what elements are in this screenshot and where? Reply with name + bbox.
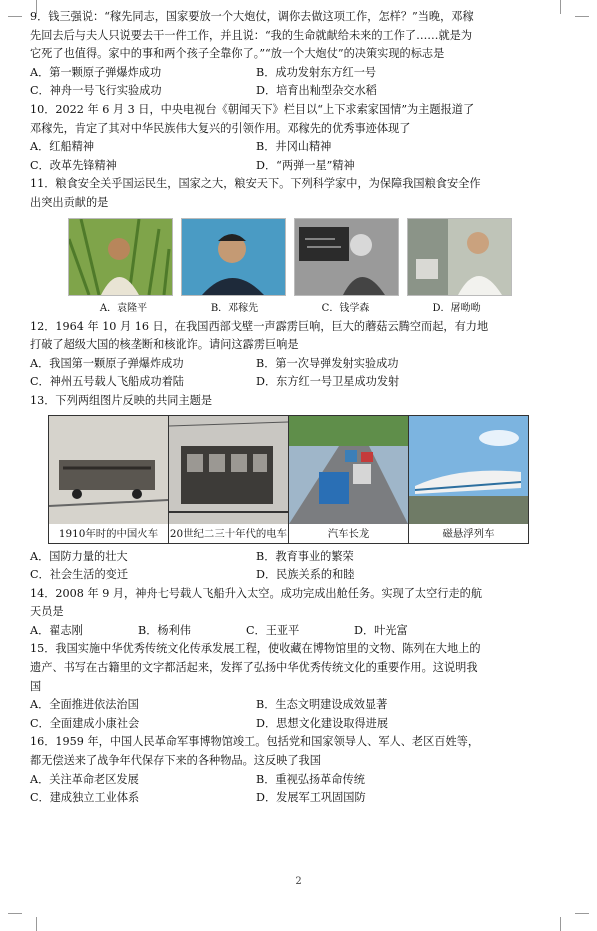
image-caption: 1910年时的中国火车 [58,527,159,540]
option-a: A．翟志刚 [30,623,83,637]
question-9 [30,8,570,101]
option-c: C．神州五号载人飞船成功着陆 [30,375,184,389]
question-text: 12．1964 年 10 月 16 日，在我国西部戈壁一声霹雳巨响，巨大的蘑菇云腾空而起，有力地 [30,319,489,333]
option-d: D．东方红一号卫星成功发射 [256,375,400,389]
question-11 [30,175,570,315]
question-text: 遗产、书写在古籍里的文字都活起来，发挥了弘扬中华优秀传统文化的重要作用。这说明我 [30,661,478,675]
photo-caption-b: B．邓稼先 [210,302,259,314]
option-b: B．生态文明建设成效显著 [256,698,388,712]
option-d: D．“两弹一星”精神 [256,158,355,172]
option-c: C．神舟一号飞行实验成功 [30,84,162,98]
option-a: A．第一颗原子弹爆炸成功 [30,65,162,79]
question-text: 邓稼先，肯定了其对中华民族伟大复兴的引领作用。邓稼先的优秀事迹体现了 [30,121,411,135]
question-text: 出突出贡献的是 [30,195,109,209]
image-caption: 磁悬浮列车 [442,527,495,540]
option-b: B．成功发射东方红一号 [256,65,377,79]
option-a: A．国防力量的壮大 [30,549,128,563]
image-caption: 20世纪二三十年代的电车 [169,527,288,540]
option-c: C．王亚平 [246,623,300,637]
option-b: B．教育事业的繁荣 [256,549,354,563]
question-text: 都无偿送来了战争年代保存下来的各种物品。这反映了我国 [30,754,321,768]
option-d: D．培育出籼型杂交水稻 [256,84,377,98]
crop-mark [575,913,589,915]
option-a: A．我国第一颗原子弹爆炸成功 [30,356,184,370]
option-a: A．关注革命老区发展 [30,772,139,786]
question-13 [30,392,570,585]
question-text: 15．我国实施中华优秀传统文化传承发展工程，使收藏在博物馆里的文物、陈列在大地上的 [30,642,481,656]
photo-caption-d: D．屠呦呦 [432,302,481,314]
question-15 [30,640,570,733]
question-text: 9．钱三强说：“稼先同志，国家要放一个大炮仗，调你去做这项工作，怎样？”当晚，邓稼 [30,10,474,23]
option-c: C．全面建成小康社会 [30,716,140,730]
tram-photo [169,416,288,524]
crop-mark [560,917,575,931]
exam-page [30,8,570,808]
page-number: 2 [295,876,302,887]
option-b: B．重视弘扬革命传统 [256,772,365,786]
option-c: C．改革先锋精神 [30,158,117,172]
question-text: 13．下列两组图片反映的共同主题是 [30,393,213,407]
crop-mark [8,16,22,18]
scientist-photo-d [407,218,512,296]
scientist-photo-a [68,218,173,296]
image-grid [48,415,529,544]
image-caption: 汽车长龙 [327,527,370,540]
crop-mark [575,16,589,18]
question-text: 国 [30,679,42,693]
maglev-train-photo [409,416,528,524]
question-text: 天员是 [30,605,64,619]
question-text: 打破了超级大国的核垄断和核讹诈。请问这霹雳巨响是 [30,338,299,352]
question-text: 14．2008 年 9 月，神舟七号载人飞船升入太空。成功完成出舱任务。实现了太空行走的航 [30,586,483,600]
question-12 [30,318,570,392]
train-1910-photo [49,416,168,524]
option-c: C．社会生活的变迁 [30,568,129,582]
option-d: D．叶光富 [354,623,408,637]
question-16 [30,733,570,807]
crop-mark [8,913,22,915]
option-a: A．全面推进依法治国 [30,698,139,712]
option-b: B．第一次导弹发射实验成功 [256,356,399,370]
question-text: 11．粮食安全关乎国运民生，国家之大，粮安天下。下列科学家中，为保障我国粮食安全作 [30,177,481,191]
question-text: 它死了也值得。家中的事和两个孩子全靠你了。”“放一个大炮仗”的决策实现的标志是 [30,47,445,61]
traffic-jam-photo [289,416,408,524]
option-d: D．发展军工巩固国防 [256,791,366,805]
scientist-photo-b [181,218,286,296]
option-b: B．杨利伟 [138,623,191,637]
question-10 [30,101,570,175]
option-c: C．建成独立工业体系 [30,791,140,805]
photo-caption-a: A．袁隆平 [99,302,148,314]
photo-caption-c: C．钱学森 [321,302,370,314]
crop-mark [22,917,37,931]
question-text: 16．1959 年，中国人民革命军事博物馆竣工。包括党和国家领导人、军人、老区百姓等， [30,735,480,749]
option-d: D．思想文化建设取得进展 [256,716,389,730]
scientist-photo-c [294,218,399,296]
option-a: A．红船精神 [30,140,95,154]
question-text: 10．2022 年 6 月 3 日，中央电视台《朝闻天下》栏目以“上下求索家国情”为主题报道了 [30,102,475,116]
question-text: 先回去后与夫人只说要去干一件工作，并且说：“我的生命就献给未来的工作了……就是为 [30,28,473,42]
question-14 [30,585,570,641]
option-d: D．民族关系的和睦 [256,568,355,582]
option-b: B．井冈山精神 [256,140,332,154]
